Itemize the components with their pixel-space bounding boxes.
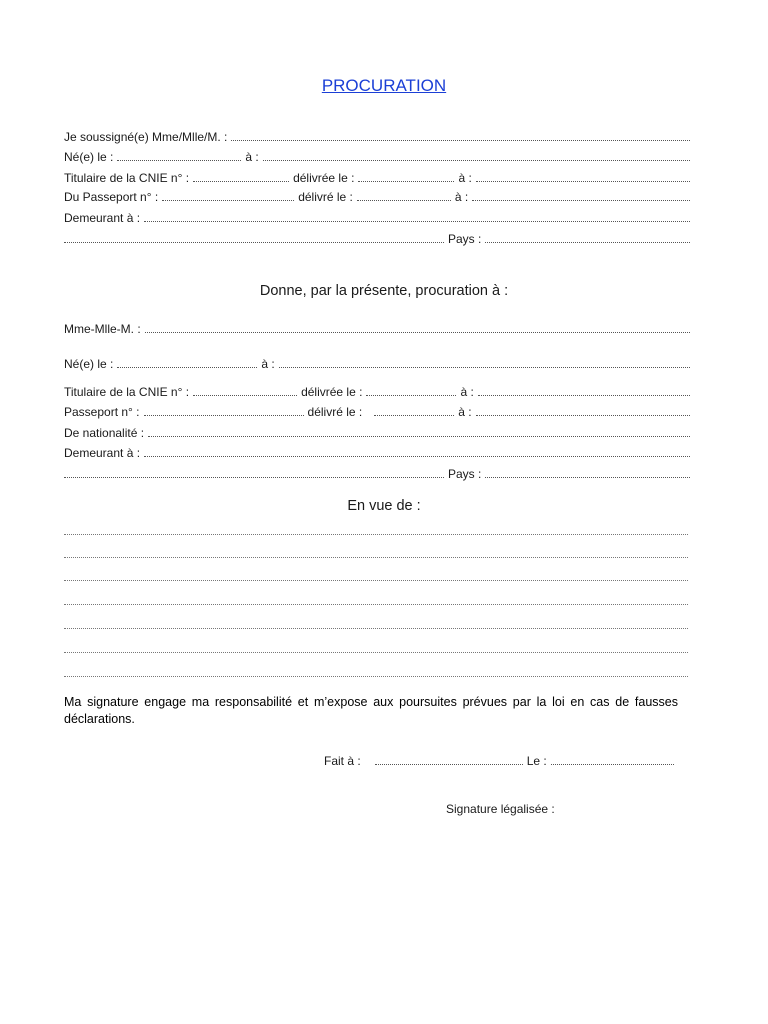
- mandant-passport-issued-label: délivré le :: [298, 190, 353, 204]
- mandant-country-row: [64, 230, 694, 246]
- mandant-address-row: [64, 209, 694, 225]
- mandataire-name-field[interactable]: [145, 332, 690, 333]
- mandant-cnie-row: [64, 169, 694, 185]
- mandant-name-field[interactable]: [231, 140, 690, 141]
- mandant-passport-place-field[interactable]: [472, 200, 690, 201]
- mandataire-address-row: [64, 444, 694, 460]
- mandant-address-field[interactable]: [144, 221, 690, 222]
- mandataire-name-label: Mme-Mlle-M. :: [64, 322, 141, 336]
- mandataire-nationality-row: [64, 424, 694, 440]
- responsibility-statement: Ma signature engage ma responsabilité et m’expose aux poursuites prévues par la loi en cas de fausses déclarations.: [64, 695, 678, 726]
- mandataire-cnie-place-label: à :: [460, 385, 474, 399]
- mandataire-passport-row: [64, 403, 694, 419]
- mandataire-name-row: [64, 320, 694, 336]
- mandant-passport-row: [64, 188, 694, 204]
- mandataire-birth-date-field[interactable]: [117, 367, 257, 368]
- purpose-line[interactable]: [64, 604, 688, 605]
- mandataire-nationality-label: De nationalité :: [64, 426, 145, 440]
- mandant-country-field[interactable]: [485, 242, 690, 243]
- signature-label: Signature légalisée :: [446, 802, 555, 816]
- mandataire-cnie-issued-label: délivrée le :: [301, 385, 363, 399]
- mandant-birth-label: Né(e) le :: [64, 150, 114, 164]
- mandant-country-label: Pays :: [448, 232, 482, 246]
- mandataire-birth-label: Né(e) le :: [64, 357, 114, 371]
- mandataire-country-row: [64, 465, 694, 481]
- mandataire-passport-label: Passeport n° :: [64, 405, 140, 419]
- mandataire-passport-number-field[interactable]: [144, 415, 304, 416]
- mandataire-passport-place-label: à :: [458, 405, 472, 419]
- mandant-name-label: Je soussigné(e) Mme/Mlle/M. :: [64, 130, 228, 144]
- made-at-label: Fait à :: [324, 754, 361, 768]
- mandant-passport-number-field[interactable]: [162, 200, 294, 201]
- mandant-cnie-label: Titulaire de la CNIE n° :: [64, 171, 190, 185]
- purpose-line[interactable]: [64, 628, 688, 629]
- mandataire-passport-issued-field[interactable]: [374, 415, 454, 416]
- mandant-birth-row: [64, 148, 694, 164]
- mandataire-birth-place-field[interactable]: [279, 367, 690, 368]
- mandant-birth-place-field[interactable]: [263, 160, 690, 161]
- date-field[interactable]: [551, 764, 674, 765]
- purpose-line[interactable]: [64, 652, 688, 653]
- mandataire-cnie-number-field[interactable]: [193, 395, 297, 396]
- mandant-passport-label: Du Passeport n° :: [64, 190, 159, 204]
- purpose-heading: En vue de :: [347, 498, 421, 514]
- mandataire-cnie-issued-field[interactable]: [366, 395, 456, 396]
- purpose-line[interactable]: [64, 676, 688, 677]
- mandant-cnie-number-field[interactable]: [193, 181, 289, 182]
- mandataire-cnie-row: [64, 383, 694, 399]
- mandataire-country-field[interactable]: [485, 477, 690, 478]
- mandant-cnie-issued-field[interactable]: [358, 181, 454, 182]
- document-title: PROCURATION: [321, 76, 447, 95]
- made-at-field[interactable]: [375, 764, 523, 765]
- mandataire-nationality-field[interactable]: [148, 436, 690, 437]
- mandataire-cnie-label: Titulaire de la CNIE n° :: [64, 385, 190, 399]
- mandant-passport-place-label: à :: [454, 190, 469, 204]
- mandataire-address-continued-field[interactable]: [64, 477, 444, 478]
- mandataire-birth-place-label: à :: [261, 357, 275, 371]
- mandant-cnie-place-field[interactable]: [476, 181, 690, 182]
- mandant-cnie-place-label: à :: [458, 171, 472, 185]
- mandant-cnie-issued-label: délivrée le :: [293, 171, 355, 185]
- purpose-line[interactable]: [64, 557, 688, 558]
- purpose-line[interactable]: [64, 534, 688, 535]
- purpose-line[interactable]: [64, 580, 688, 581]
- mandant-address-label: Demeurant à :: [64, 211, 141, 225]
- mandataire-country-label: Pays :: [448, 467, 482, 481]
- mandataire-cnie-place-field[interactable]: [478, 395, 690, 396]
- place-date-row: [324, 752, 678, 768]
- mandataire-address-label: Demeurant à :: [64, 446, 141, 460]
- mandant-birth-date-field[interactable]: [117, 160, 241, 161]
- grant-heading: Donne, par la présente, procuration à :: [259, 283, 509, 299]
- mandant-birth-place-label: à :: [245, 150, 259, 164]
- mandataire-passport-issued-label: délivré le :: [307, 405, 363, 419]
- mandataire-birth-row: [64, 355, 694, 371]
- mandataire-passport-place-field[interactable]: [476, 415, 690, 416]
- mandant-name-row: [64, 128, 694, 144]
- date-label: Le :: [526, 754, 547, 768]
- mandataire-address-field[interactable]: [144, 456, 690, 457]
- mandant-passport-issued-field[interactable]: [357, 200, 451, 201]
- mandant-address-continued-field[interactable]: [64, 242, 444, 243]
